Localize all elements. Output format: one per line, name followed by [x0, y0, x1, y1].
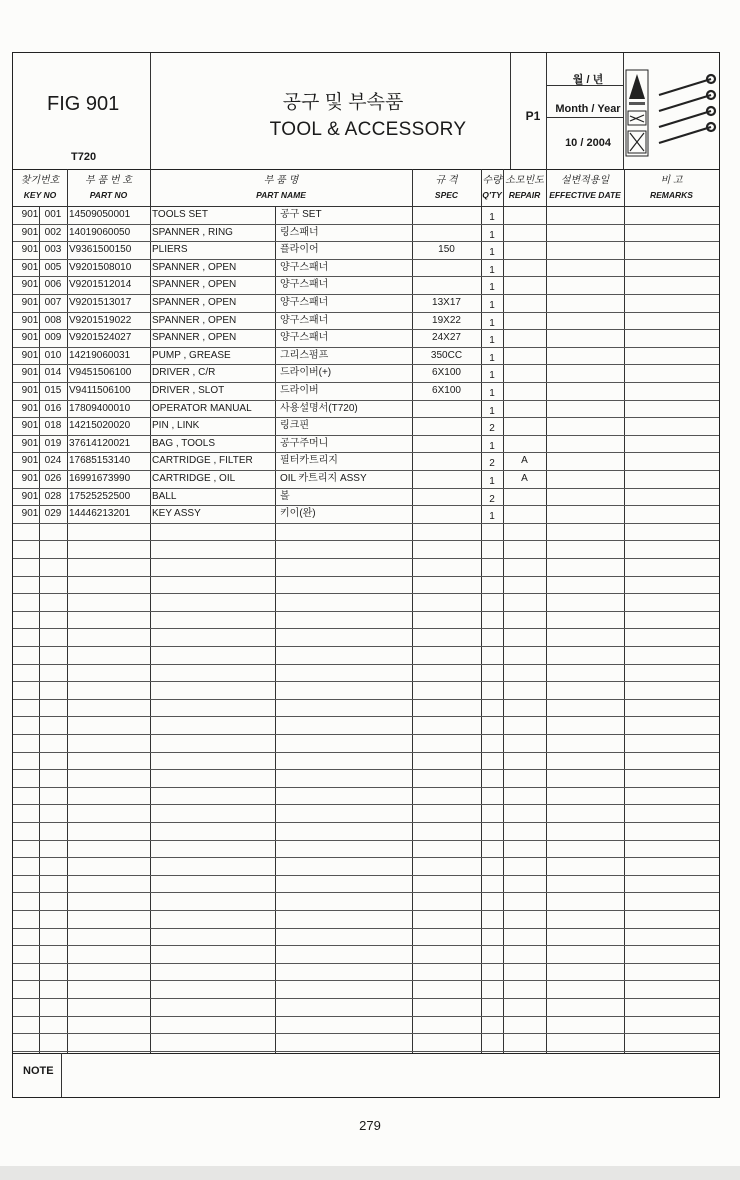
- cell-part-no: V9411506100: [69, 385, 131, 396]
- cell-key: 026: [44, 473, 62, 484]
- grid-row-line: [13, 347, 719, 348]
- cell-name-kr: 키이(완): [280, 508, 316, 520]
- column-header-kr-remarks: 비 고: [660, 175, 683, 186]
- cell-qty: 1: [489, 405, 495, 417]
- cell-part-no: 17809400010: [69, 402, 131, 414]
- grid-row-line: [13, 452, 719, 453]
- scan-edge: [0, 1166, 740, 1180]
- cell-name-kr: 링크핀: [280, 420, 309, 432]
- header-divider: [150, 53, 151, 169]
- cell-key: 010: [44, 349, 62, 361]
- cell-name-kr: 공구 SET: [280, 209, 322, 220]
- grid-row-line: [13, 822, 719, 823]
- cell-part-no: V9201512014: [69, 279, 132, 291]
- cell-spec: 6X100: [432, 367, 461, 379]
- cell-name-en: DRIVER , SLOT: [152, 385, 225, 396]
- cell-name-en: BALL: [152, 490, 177, 502]
- table-row: [13, 420, 719, 434]
- grid-row-line: [13, 699, 719, 700]
- cell-key: 009: [44, 332, 62, 344]
- table-row: [13, 385, 719, 399]
- cell-key: 015: [44, 385, 62, 396]
- cell-spec: 24X27: [432, 332, 461, 344]
- cell-key: 019: [44, 437, 62, 449]
- cell-qty: 1: [489, 335, 495, 347]
- cell-fig: 901: [21, 279, 39, 291]
- cell-name-kr: 볼: [280, 490, 290, 502]
- note-divider: [13, 1053, 719, 1054]
- table-row: [13, 367, 719, 381]
- company-logo-icon: [625, 69, 649, 157]
- cell-name-kr: OIL 카트리지 ASSY: [280, 473, 367, 484]
- cell-name-kr: 링스패너: [280, 226, 319, 238]
- column-header-kr-part-name: 부 품 명: [263, 175, 299, 186]
- grid-row-line: [13, 417, 719, 418]
- cell-fig: 901: [21, 420, 39, 432]
- table-row: [13, 209, 719, 223]
- grid-row-line: [13, 769, 719, 770]
- grid-row-line: [13, 945, 719, 946]
- grid-row-line: [13, 646, 719, 647]
- grid-row-line: [13, 1016, 719, 1017]
- cell-fig: 901: [21, 508, 39, 520]
- column-header-kr-repair: 소모빈도: [505, 175, 544, 186]
- parts-list-frame: [12, 52, 720, 1098]
- column-header-kr-qty: 수량: [482, 175, 502, 186]
- month-year-label-kr: 월 / 년: [572, 74, 604, 86]
- page-code: P1: [525, 109, 541, 123]
- grid-row-line: [13, 928, 719, 929]
- grid-row-line: [13, 224, 719, 225]
- cell-part-no: V9201519022: [69, 314, 132, 326]
- cell-spec: 150: [438, 244, 455, 256]
- cell-repair: A: [521, 455, 528, 467]
- table-row: [13, 438, 719, 452]
- grid-row-line: [13, 1051, 719, 1052]
- cell-name-en: PLIERS: [152, 244, 188, 256]
- cell-name-en: SPANNER , RING: [152, 226, 233, 238]
- cell-name-en: PUMP , GREASE: [152, 349, 231, 361]
- header-divider: [546, 117, 623, 118]
- cell-fig: 901: [21, 261, 39, 273]
- cell-part-no: V9201508010: [69, 261, 132, 273]
- cell-part-no: 37614120021: [69, 437, 131, 449]
- cell-spec: 19X22: [432, 314, 461, 326]
- cell-qty: 1: [489, 212, 495, 223]
- grid-row-line: [13, 382, 719, 383]
- cell-name-kr: 양구스패너: [280, 261, 329, 273]
- cell-qty: 2: [489, 458, 495, 470]
- month-year-value: 10 / 2004: [565, 137, 611, 149]
- grid-row-line: [13, 470, 719, 471]
- cell-key: 014: [44, 367, 62, 379]
- cell-part-no: 14019060050: [69, 226, 131, 238]
- cell-name-kr: 플라이어: [280, 244, 319, 256]
- cell-qty: 2: [489, 423, 495, 435]
- table-row: [13, 491, 719, 505]
- cell-name-kr: 그리스펌프: [280, 349, 329, 361]
- cell-key: 006: [44, 279, 62, 291]
- cell-name-en: SPANNER , OPEN: [152, 261, 237, 273]
- grid-row-line: [13, 875, 719, 876]
- grid-row-line: [13, 523, 719, 524]
- cell-part-no: 14446213201: [69, 508, 131, 520]
- cell-key: 007: [44, 297, 62, 308]
- grid-row-line: [13, 998, 719, 999]
- table-row: [13, 350, 719, 364]
- cell-fig: 901: [21, 314, 39, 326]
- grid-row-line: [13, 804, 719, 805]
- cell-fig: 901: [21, 385, 39, 396]
- grid-row-line: [13, 576, 719, 577]
- table-row: [13, 315, 719, 329]
- cell-part-no: V9361500150: [69, 244, 132, 256]
- cell-key: 024: [44, 455, 62, 467]
- spanner-tools-icon: [653, 73, 717, 153]
- table-row: [13, 279, 719, 293]
- column-header-en-key-no: KEY NO: [23, 190, 57, 200]
- cell-fig: 901: [21, 209, 39, 220]
- cell-name-en: SPANNER , OPEN: [152, 332, 237, 344]
- cell-name-kr: 양구스패너: [280, 314, 329, 326]
- cell-fig: 901: [21, 402, 39, 414]
- column-header-en-part-no: PART NO: [89, 190, 128, 200]
- grid-row-line: [13, 734, 719, 735]
- grid-row-line: [13, 312, 719, 313]
- header-divider: [510, 53, 511, 169]
- cell-fig: 901: [21, 226, 39, 238]
- cell-fig: 901: [21, 455, 39, 467]
- column-header-kr-effective: 설변적용일: [560, 175, 610, 186]
- table-row: [13, 227, 719, 241]
- grid-row-line: [13, 259, 719, 260]
- table-row: [13, 403, 719, 417]
- cell-spec: 350CC: [430, 349, 463, 361]
- column-header-en-remarks: REMARKS: [650, 190, 693, 200]
- cell-qty: 1: [489, 264, 495, 276]
- column-header-en-qty: Q'TY: [482, 190, 502, 200]
- cell-name-en: SPANNER , OPEN: [152, 314, 237, 326]
- grid-row-line: [13, 540, 719, 541]
- grid-row-line: [13, 716, 719, 717]
- cell-name-en: CARTRIDGE , OIL: [152, 473, 236, 484]
- cell-fig: 901: [21, 332, 39, 344]
- cell-key: 008: [44, 314, 62, 326]
- cell-fig: 901: [21, 349, 39, 361]
- cell-part-no: 16991673990: [69, 473, 131, 484]
- title-korean: 공구 및 부속품: [282, 92, 404, 113]
- column-header-en-repair: REPAIR: [508, 190, 541, 200]
- grid-row-line: [13, 963, 719, 964]
- figure-number: FIG 901: [47, 93, 120, 115]
- cell-fig: 901: [21, 473, 39, 484]
- page-number: 279: [359, 1118, 381, 1133]
- grid-row-line: [13, 910, 719, 911]
- cell-name-kr: 드라이버: [280, 385, 319, 396]
- cell-qty: 1: [489, 300, 495, 311]
- grid-row-line: [13, 1033, 719, 1034]
- grid-row-line: [13, 593, 719, 594]
- cell-qty: 1: [489, 388, 495, 399]
- cell-key: 005: [44, 261, 62, 273]
- cell-name-kr: 필터카트리지: [280, 455, 338, 467]
- grid-row-line: [13, 892, 719, 893]
- grid-row-line: [13, 294, 719, 295]
- cell-name-kr: 사용설명서(T720): [280, 402, 358, 414]
- cell-name-en: CARTRIDGE , FILTER: [152, 455, 253, 467]
- cell-name-en: OPERATOR MANUAL: [152, 402, 252, 414]
- cell-name-en: SPANNER , OPEN: [152, 279, 237, 291]
- grid-row-line: [13, 681, 719, 682]
- cell-name-kr: 양구스패너: [280, 332, 329, 344]
- column-header-en-part-name: PART NAME: [256, 190, 306, 200]
- grid-row-line: [13, 787, 719, 788]
- cell-fig: 901: [21, 297, 39, 308]
- cell-name-en: DRIVER , C/R: [152, 367, 216, 379]
- cell-name-en: BAG , TOOLS: [152, 437, 215, 449]
- cell-part-no: 14215020020: [69, 420, 131, 432]
- table-row: [13, 244, 719, 258]
- column-header-kr-key-no: 찾기번호: [20, 175, 60, 186]
- grid-row-line: [13, 364, 719, 365]
- cell-name-kr: 양구스패너: [280, 297, 329, 308]
- column-header-en-spec: SPEC: [434, 190, 459, 200]
- cell-part-no: V9201513017: [69, 297, 132, 308]
- grid-row-line: [13, 488, 719, 489]
- grid-row-line: [13, 611, 719, 612]
- cell-qty: 1: [489, 229, 495, 241]
- cell-qty: 2: [489, 493, 495, 505]
- grid-row-line: [13, 241, 719, 242]
- table-row: [13, 262, 719, 276]
- cell-key: 018: [44, 420, 62, 432]
- cell-key: 001: [44, 209, 62, 220]
- cell-qty: 1: [489, 440, 495, 452]
- grid-row-line: [13, 980, 719, 981]
- cell-part-no: V9451506100: [69, 367, 132, 379]
- cell-qty: 1: [489, 352, 495, 364]
- grid-row-line: [13, 206, 719, 207]
- cell-name-en: TOOLS SET: [152, 209, 208, 220]
- cell-spec: 6X100: [432, 385, 461, 396]
- cell-key: 003: [44, 244, 62, 256]
- note-label: NOTE: [23, 1065, 54, 1077]
- column-header-kr-spec: 규 격: [435, 175, 458, 186]
- cell-name-en: PIN , LINK: [152, 420, 200, 432]
- column-header-kr-part-no: 부 품 번 호: [85, 175, 132, 186]
- cell-name-kr: 드라이버(+): [280, 367, 332, 379]
- cell-key: 002: [44, 226, 62, 238]
- table-row: [13, 473, 719, 487]
- grid-row-line: [13, 276, 719, 277]
- table-row: [13, 455, 719, 469]
- grid-row-line: [13, 558, 719, 559]
- cell-key: 028: [44, 490, 62, 502]
- grid-row-line: [13, 505, 719, 506]
- cell-name-en: KEY ASSY: [152, 508, 201, 520]
- model-code: T720: [71, 151, 97, 163]
- grid-row-line: [13, 664, 719, 665]
- table-row: [13, 332, 719, 346]
- column-header-en-effective: EFFECTIVE DATE: [549, 190, 621, 200]
- cell-qty: 1: [489, 317, 495, 329]
- note-divider: [61, 1053, 62, 1097]
- cell-key: 029: [44, 508, 62, 520]
- cell-fig: 901: [21, 490, 39, 502]
- cell-repair: A: [521, 473, 528, 484]
- month-year-label-en: Month / Year: [555, 103, 621, 115]
- cell-part-no: 17525252500: [69, 490, 131, 502]
- cell-fig: 901: [21, 244, 39, 256]
- grid-row-line: [13, 752, 719, 753]
- cell-qty: 1: [489, 282, 495, 294]
- cell-fig: 901: [21, 437, 39, 449]
- cell-name-kr: 양구스패너: [280, 279, 329, 291]
- grid-row-line: [13, 628, 719, 629]
- cell-name-en: SPANNER , OPEN: [152, 297, 237, 308]
- grid-row-line: [13, 840, 719, 841]
- cell-part-no: 17685153140: [69, 455, 131, 467]
- grid-row-line: [13, 329, 719, 330]
- cell-part-no: 14509050001: [69, 209, 131, 220]
- header-bottom-line: [13, 169, 719, 170]
- cell-qty: 1: [489, 476, 495, 487]
- title-english: TOOL & ACCESSORY: [269, 119, 467, 140]
- table-row: [13, 297, 719, 311]
- cell-name-kr: 공구주머니: [280, 437, 329, 449]
- table-row: [13, 508, 719, 522]
- cell-qty: 1: [489, 511, 495, 523]
- cell-key: 016: [44, 402, 62, 414]
- cell-qty: 1: [489, 247, 495, 259]
- grid-row-line: [13, 435, 719, 436]
- grid-row-line: [13, 857, 719, 858]
- cell-part-no: V9201524027: [69, 332, 132, 344]
- cell-part-no: 14219060031: [69, 349, 131, 361]
- cell-qty: 1: [489, 370, 495, 382]
- cell-spec: 13X17: [432, 297, 461, 308]
- grid-row-line: [13, 400, 719, 401]
- cell-fig: 901: [21, 367, 39, 379]
